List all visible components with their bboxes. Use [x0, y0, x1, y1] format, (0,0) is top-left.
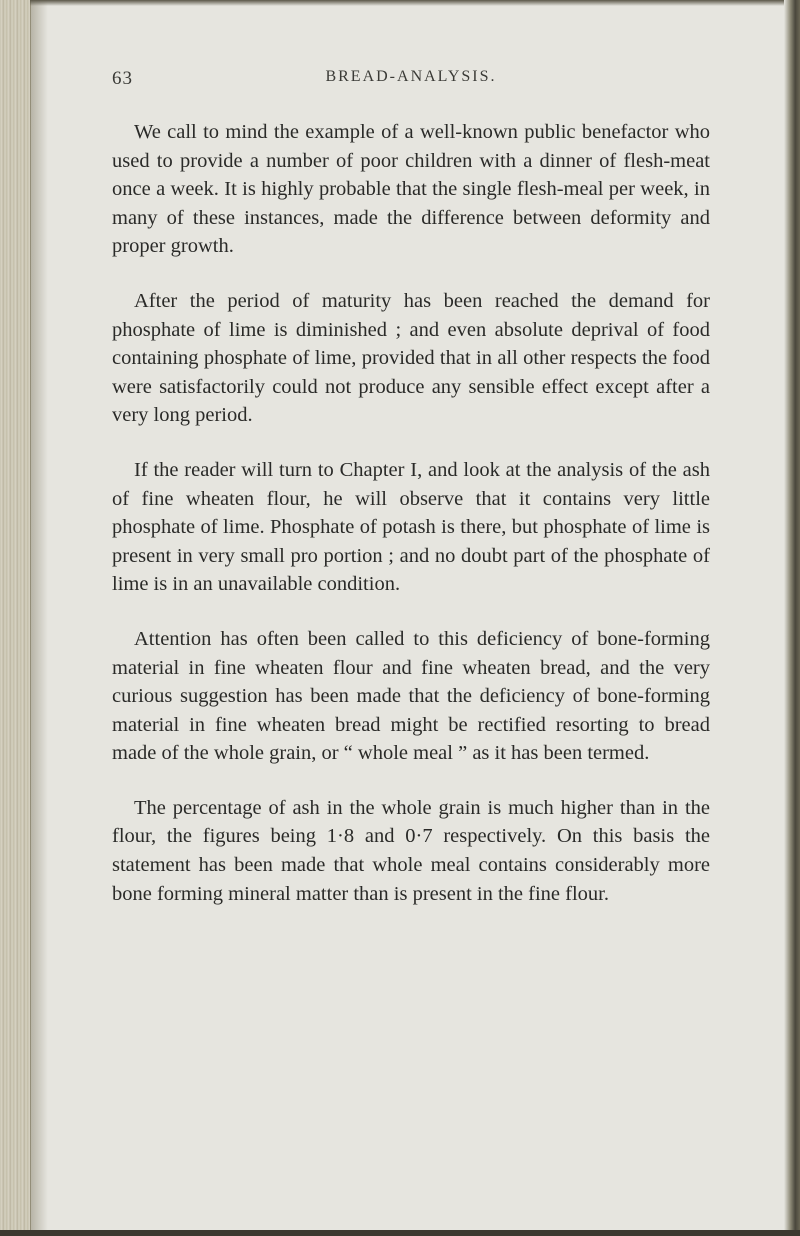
paragraph-3: If the reader will turn to Chapter I, and look at the analysis of the ash of fine wheaten flour, he will observe that it contains very little phosphate of lime. Phosphate of potash is there, but phosphate of lime is present in very small pro portion ; and no doubt part of the phosphate of lime is in an unavailable condition.	[112, 458, 710, 596]
paragraph-5: The percentage of ash in the whole grain is much higher than in the flour, the figures being 1·8 and 0·7 respectively. On this basis the statement has been made that whole meal contains considerably more bone forming mineral matter than is present in the fine flour.	[112, 796, 710, 905]
paragraph-1: We call to mind the example of a well-known public benefactor who used to provide a number of poor children with a dinner of flesh-meat once a week. It is highly probable that the single flesh-meal per week, in many of these instances, made the difference between deformity and proper growth.	[112, 121, 710, 258]
right-page-edge	[784, 0, 800, 1236]
running-head: BREAD-ANALYSIS.	[325, 68, 497, 85]
bottom-page-edge	[0, 1230, 800, 1236]
book-page	[112, 68, 710, 934]
gutter-shadow	[30, 0, 48, 1236]
top-page-edge	[30, 0, 790, 6]
paragraph-4: Attention has often been called to this deficiency of bone-forming material in fine wheaten flour and fine wheaten bread, and the very curious suggestion has been made that the deficiency of bone-forming material in fine wheaten bread might be rectified resorting to bread made of the whole grain, or “ whole meal ” as it has been termed.	[112, 627, 710, 765]
paragraph-2: After the period of maturity has been reached the demand for phosphate of lime is diminished ; and even absolute deprival of food containing phosphate of lime, provided that in all other respects the food were satisfactorily could not produce any sensible effect except after a very long period.	[112, 289, 710, 427]
page-header	[112, 68, 710, 104]
book-binding-edge	[0, 0, 31, 1236]
page-number: 63	[112, 68, 133, 89]
